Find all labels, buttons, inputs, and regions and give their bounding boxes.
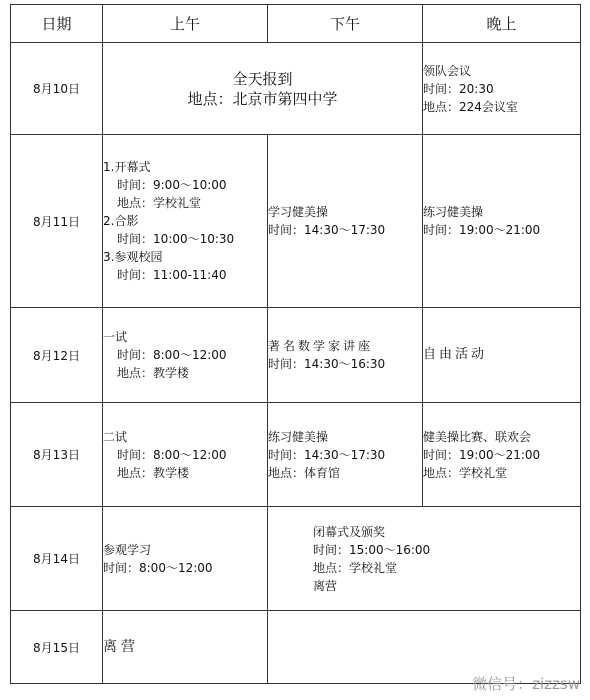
afternoon-cell (268, 403, 423, 507)
event-place: 地点：学校礼堂 (423, 465, 508, 480)
evening-cell (423, 308, 581, 403)
event-title: 健美操比赛、联欢会 (423, 429, 532, 444)
event-note: 离营 (313, 578, 338, 593)
event-title: 参观学习 (103, 542, 152, 557)
header-morning: 上午 (103, 5, 268, 43)
afternoon-evening-cell (268, 507, 581, 611)
morning-cell (103, 403, 268, 507)
date-cell: 8月12日 (11, 308, 103, 403)
morning-cell (103, 507, 268, 611)
date-cell: 8月15日 (11, 611, 103, 684)
morning-cell (103, 611, 268, 684)
event-title: 1.开幕式 (103, 160, 151, 174)
event-title: 练习健美操 (423, 205, 484, 219)
afternoon-cell (268, 135, 423, 308)
event-time: 时间：11:00-11:40 (117, 268, 227, 282)
date-cell: 8月13日 (11, 403, 103, 507)
event-time: 时间：14:30～16:30 (268, 357, 386, 371)
event-time: 时间：8:00～12:00 (117, 348, 227, 362)
event-time: 时间：8:00～12:00 (103, 560, 213, 575)
header-evening: 晚上 (423, 5, 581, 43)
event-title: 闭幕式及颁奖 (313, 524, 386, 539)
allday-cell (103, 43, 423, 135)
evening-cell (423, 403, 581, 507)
table-row (11, 135, 581, 308)
table-row (11, 43, 581, 135)
event-place: 地点：学校礼堂 (117, 196, 202, 210)
event-title: 领队会议 (423, 63, 472, 78)
evening-cell (423, 135, 581, 308)
event-title: 离营 (103, 639, 139, 655)
watermark: 微信号：zizzsw (472, 675, 580, 693)
date-cell: 8月14日 (11, 507, 103, 611)
event-time: 时间：8:00～12:00 (117, 447, 227, 462)
evening-cell (423, 43, 581, 135)
event-place: 地点：教学楼 (117, 465, 190, 480)
event-place: 地点：224会议室 (423, 99, 518, 114)
event-title: 著名数学家讲座 (268, 339, 374, 353)
event-title: 2.合影 (103, 214, 139, 228)
allday-line1: 全天报到 (232, 69, 293, 88)
schedule-table (10, 4, 581, 684)
table-row (11, 308, 581, 403)
afternoon-cell (268, 308, 423, 403)
morning-cell (103, 135, 268, 308)
allday-line2: 地点：北京市第四中学 (187, 89, 338, 108)
date-cell: 8月10日 (11, 43, 103, 135)
event-title: 3.参观校园 (103, 250, 163, 264)
event-title: 二试 (103, 429, 128, 444)
date-cell: 8月11日 (11, 135, 103, 308)
event-place: 地点：体育馆 (268, 465, 341, 480)
event-place: 地点：教学楼 (117, 366, 190, 380)
event-time: 时间：19:00～21:00 (423, 447, 541, 462)
header-date: 日期 (11, 5, 103, 43)
header-row (11, 5, 581, 43)
event-time: 时间：9:00～10:00 (117, 178, 227, 192)
table-row (11, 507, 581, 611)
event-time: 时间：14:30～17:30 (268, 447, 386, 462)
event-title: 练习健美操 (268, 429, 329, 444)
event-title: 一试 (103, 330, 128, 344)
event-time: 时间：15:00～16:00 (313, 542, 431, 557)
table-row (11, 403, 581, 507)
morning-cell (103, 308, 268, 403)
event-time: 时间：10:00～10:30 (117, 232, 235, 246)
event-time: 时间：14:30～17:30 (268, 223, 386, 237)
event-place: 地点：学校礼堂 (313, 560, 398, 575)
event-title: 学习健美操 (268, 205, 329, 219)
header-afternoon: 下午 (268, 5, 423, 43)
event-time: 时间：20:30 (423, 81, 494, 96)
event-time: 时间：19:00～21:00 (423, 223, 541, 237)
event-title: 自由活动 (423, 347, 488, 362)
